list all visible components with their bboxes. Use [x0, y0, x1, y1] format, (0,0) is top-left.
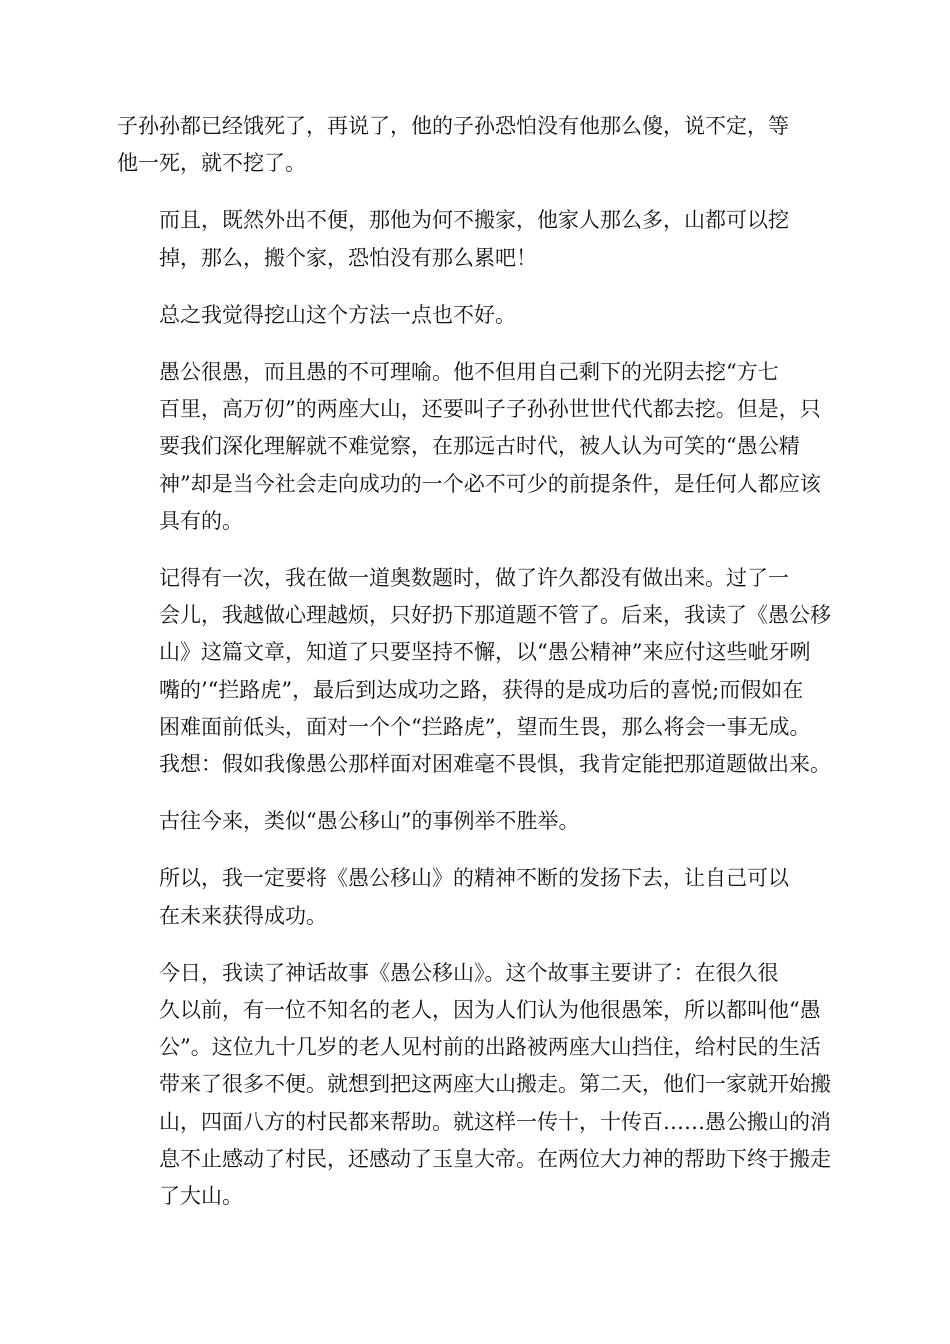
text-line: 记得有一次，我在做一道奥数题时，做了许久都没有做出来。过了一 [159, 566, 789, 591]
text-line: 而且，既然外出不便，那他为何不搬家，他家人那么多，山都可以挖 [159, 208, 789, 233]
text-line: 公”。这位九十几岁的老人见村前的出路被两座大山挡住，给村民的生活 [159, 1035, 821, 1060]
text-line: 子孙孙都已经饿死了，再说了，他的子孙恐怕没有他那么傻，说不定，等 [117, 114, 789, 138]
text-line: 所以，我一定要将《愚公移山》的精神不断的发扬下去，让自己可以 [159, 866, 789, 891]
text-line: 会儿，我越做心理越烦，只好扔下那道题不管了。后来，我读了《愚公移 [159, 603, 831, 628]
text-line: 他一死，就不挖了。 [117, 151, 306, 176]
paragraph [117, 803, 833, 840]
text-line: 总之我觉得挖山这个方法一点也不好。 [159, 302, 516, 327]
paragraph [117, 297, 833, 334]
text-line: 愚公很愚，而且愚的不可理喻。他不但用自己剩下的光阴去挖“方七 [159, 360, 779, 385]
text-line: 息不止感动了村民，还感动了玉皇大帝。在两位大力神的帮助下终于搬走 [159, 1146, 831, 1171]
text-line: 我想：假如我像愚公那样面对困难毫不畏惧，我肯定能把那道题做出来。 [159, 752, 831, 777]
text-line: 山》这篇文章，知道了只要坚持不懈，以“愚公精神”来应付这些呲牙咧 [159, 640, 811, 665]
paragraph [117, 354, 833, 540]
text-line: 具有的。 [159, 508, 243, 533]
text-line: 今日，我读了神话故事《愚公移山》。这个故事主要讲了：在很久很 [159, 960, 779, 985]
document-page [117, 108, 833, 1235]
text-line: 山，四面八方的村民都来帮助。就这样一传十，十传百……愚公搬山的消 [159, 1109, 831, 1134]
paragraph [117, 560, 833, 783]
text-line: 要我们深化理解就不难觉察，在那远古时代，被人认为可笑的“愚公精 [159, 434, 800, 459]
text-line: 百里，高万仞”的两座大山，还要叫子子孙孙世世代代都去挖。但是，只 [159, 397, 821, 422]
text-line: 掉，那么，搬个家，恐怕没有那么累吧！ [159, 245, 537, 270]
text-line: 带来了很多不便。就想到把这两座大山搬走。第二天，他们一家就开始搬 [159, 1072, 831, 1097]
paragraph [117, 955, 833, 1215]
paragraph [117, 860, 833, 934]
text-line: 古往今来，类似“愚公移山”的事例举不胜举。 [159, 809, 580, 834]
text-line: 了大山。 [159, 1184, 243, 1209]
text-line: 嘴的’“拦路虎”，最后到达成功之路，获得的是成功后的喜悦;而假如在 [159, 677, 804, 702]
text-line: 在未来获得成功。 [159, 903, 327, 928]
paragraph [117, 108, 833, 182]
paragraph [117, 202, 833, 276]
text-line: 久以前，有一位不知名的老人，因为人们认为他很愚笨，所以都叫他“愚 [159, 998, 821, 1023]
text-line: 神”却是当今社会走向成功的一个必不可少的前提条件，是任何人都应该 [159, 471, 821, 496]
text-line: 困难面前低头，面对一个个“拦路虎”，望而生畏，那么将会一事无成。 [159, 714, 811, 739]
